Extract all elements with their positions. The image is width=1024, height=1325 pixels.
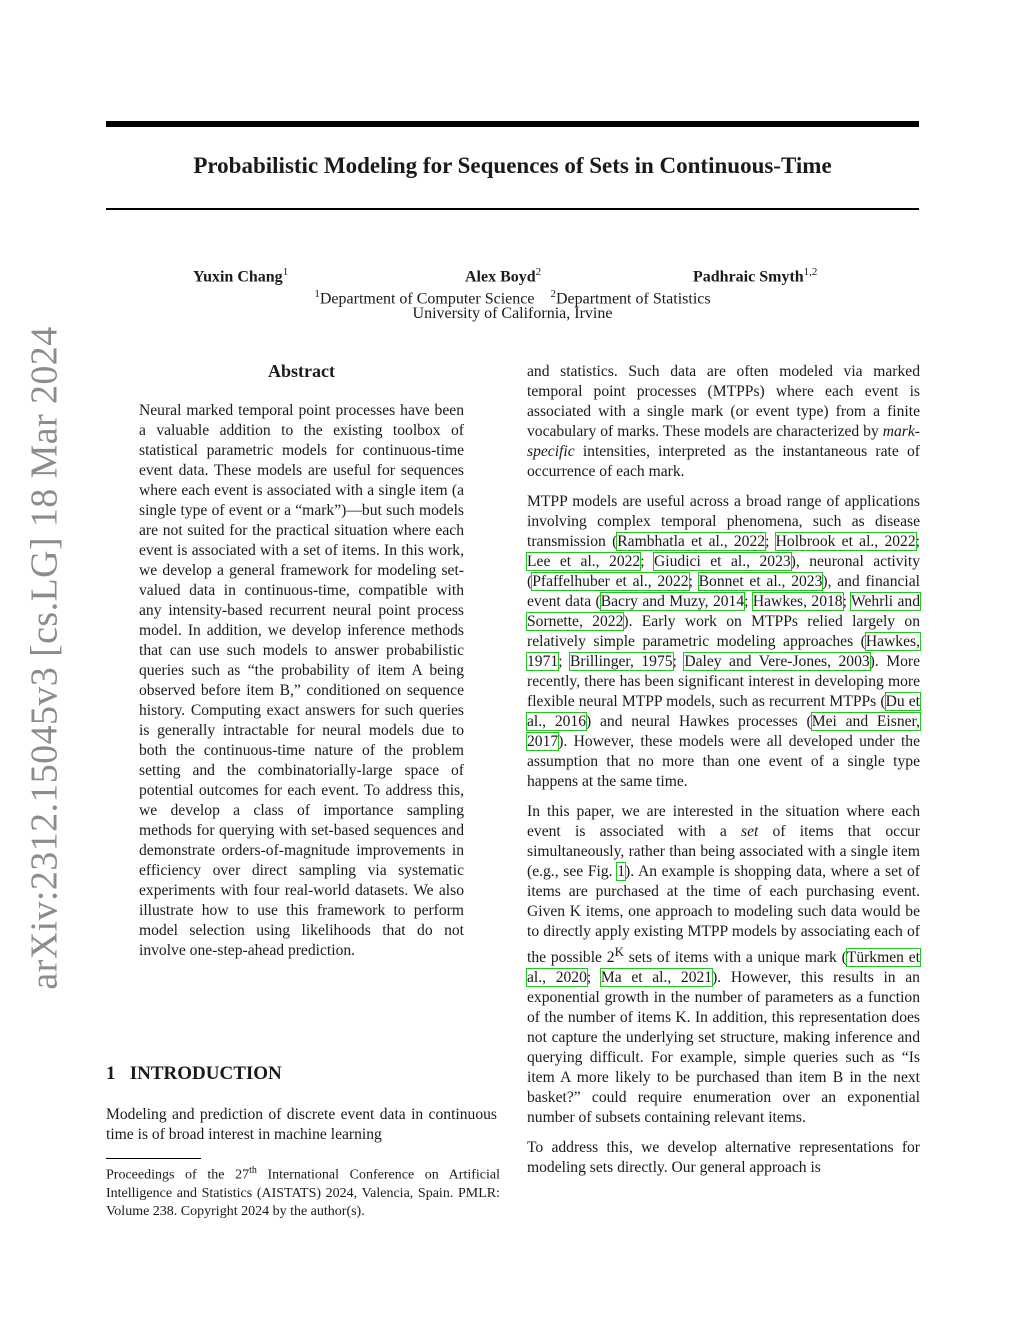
citation-link[interactable]: Daley and Vere-Jones, 2003	[684, 653, 870, 670]
title-top-rule	[106, 121, 919, 127]
mtpp-applications-paragraph: MTPP models are useful across a broad range of applications involving complex temporal phenomena, such as disease transmission (Rambhatla et al., 2022; Holbrook et al., 2022; Lee et al., 2022; Giudici et al., 2023), neuronal activity (Pfaffelhuber et al., 2022; Bonnet et al., 2023), and financial event data (Bacry and Muzy, 2014; Hawkes, 2018; Wehrli and Sornette, 2022). Early work on MTPPs relied largely on relatively simple parametric modeling approaches (Hawkes, 1971; Brillinger, 1975; Daley and Vere-Jones, 2003). More recently, there has been significant interest in developing more flexible neural MTPP models, such as recurrent MTPPs (Du et al., 2016) and neural Hawkes processes (Mei and Eisner, 2017). However, these models were all developed under the assumption that no more than one event of a single type happens at the same time.	[527, 493, 921, 790]
abstract	[139, 360, 464, 971]
intro-paragraph: Modeling and prediction of discrete event data in continuous time is of broad interest in machine learning	[106, 1106, 497, 1143]
citation-link[interactable]: Lee et al., 2022	[527, 553, 641, 570]
citation-link[interactable]: Rambhatla et al., 2022	[617, 533, 766, 550]
citation-link[interactable]: Hawkes, 1971	[527, 633, 920, 670]
author-3: Padhraic Smyth$^{1,2}$	[693, 266, 818, 286]
citation-link[interactable]: Pfaffelhuber et al., 2022	[532, 573, 689, 590]
affiliation-departments: $^1$Department of Computer Science $^2$Department of Statistics	[314, 288, 711, 308]
intro-left-column	[106, 1105, 497, 1155]
citation-link[interactable]: Wehrli and Sornette, 2022	[527, 593, 921, 630]
intro-paragraph-continued: and statistics. Such data are often modeled via marked temporal point processes (MTPPs) where each event is associated with a single mark (or event type) from a finite vocabulary of marks. These models are characterized by mark-specific intensities, interpreted as the instantaneous rate of occurrence of each mark.	[527, 363, 920, 480]
proceedings-footnote: Proceedings of the 27th International Conference on Artificial Intelligence and Statistics (AISTATS) 2024, Valencia, Spain. PMLR: Volume 238. Copyright 2024 by the author(s).	[106, 1165, 500, 1219]
abstract-text: Neural marked temporal point processes have been a valuable addition to the existing toolbox of statistical parametric models for continuous-time event data. These models are useful for sequences where each event is associated with a single item (a single type of event or a “mark”)—but such models are not suited for the practical situation where each event is associated with a set of items. In this work, we develop a general framework for modeling set-valued data in continuous-time, compatible with any intensity-based recurrent neural point process model. In addition, we develop inference methods that can use such models to answer probabilistic queries such as “the probability of item A being observed before item B,” conditioned on sequence history. Computing exact answers for such queries is generally intractable for neural models due to both the continuous-time nature of the problem setting and the combinatorially-large space of potential outcomes for each event. To address this, we develop a class of importance sampling methods for querying with set-based sequences and demonstrate orders-of-magnitude improvements in efficiency over direct sampling via systematic experiments with four real-world datasets. We also illustrate how to use this framework to perform model selection using likelihoods that do not involve one-step-ahead prediction.	[139, 402, 464, 959]
citation-link[interactable]: Ma et al., 2021	[600, 969, 713, 987]
citation-link[interactable]: Holbrook et al., 2022	[775, 533, 916, 550]
citation-link[interactable]: Hawkes, 2018	[752, 593, 843, 610]
section-heading-introduction: 1 INTRODUCTION	[106, 1063, 282, 1084]
author-1: Yuxin Chang$^1$	[193, 266, 289, 286]
affiliation-university: University of California, Irvine	[412, 305, 613, 322]
figure-link[interactable]: 1	[617, 863, 626, 880]
title-bottom-rule	[106, 208, 919, 210]
paper-title: Probabilistic Modeling for Sequences of Sets in Continuous-Time	[193, 153, 832, 178]
citation-link[interactable]: Bacry and Muzy, 2014	[600, 593, 745, 610]
abstract-heading: Abstract	[268, 361, 335, 381]
author-2: Alex Boyd$^2$	[465, 266, 542, 286]
footnote-rule	[106, 1158, 201, 1159]
arxiv-identifier-margin	[15, 326, 75, 990]
citation-link[interactable]: Du et al., 2016	[527, 693, 921, 730]
approach-paragraph: To address this, we develop alternative representations for modeling sets directly. Our general approach is	[527, 1139, 920, 1177]
arxiv-id: arXiv:2312.15045v3 [cs.LG] 18 Mar 2024	[24, 326, 66, 990]
set-events-paragraph: In this paper, we are interested in the situation where each event is associated with a set of items that occur simultaneously, rather than being associated with a single item (e.g., see Fig. 1). An example is shopping data, where a set of items are purchased at the time of each purchasing event. Given K items, one approach to modeling such data would be to directly apply existing MTPP models by associating each of the possible $2^K$ sets of items with a unique mark (Türkmen et al., 2020; Ma et al., 2021). However, this results in an exponential growth in the number of parameters as a function of the number of items K. In addition, this representation does not capture the underlying set structure, making inference and querying difficult. For example, simple queries such as “Is item A more likely to be purchased than item B in the next basket?” could require enumeration over an exponential number of subsets containing relevant items.	[527, 803, 921, 1127]
citation-link[interactable]: Mei and Eisner, 2017	[527, 713, 921, 750]
citation-link[interactable]: Brillinger, 1975	[569, 653, 673, 670]
citation-link[interactable]: Giudici et al., 2023	[654, 553, 791, 570]
citation-link[interactable]: Bonnet et al., 2023	[698, 573, 823, 590]
right-column	[527, 362, 920, 1188]
citation-link[interactable]: Türkmen et al., 2020	[527, 949, 921, 987]
